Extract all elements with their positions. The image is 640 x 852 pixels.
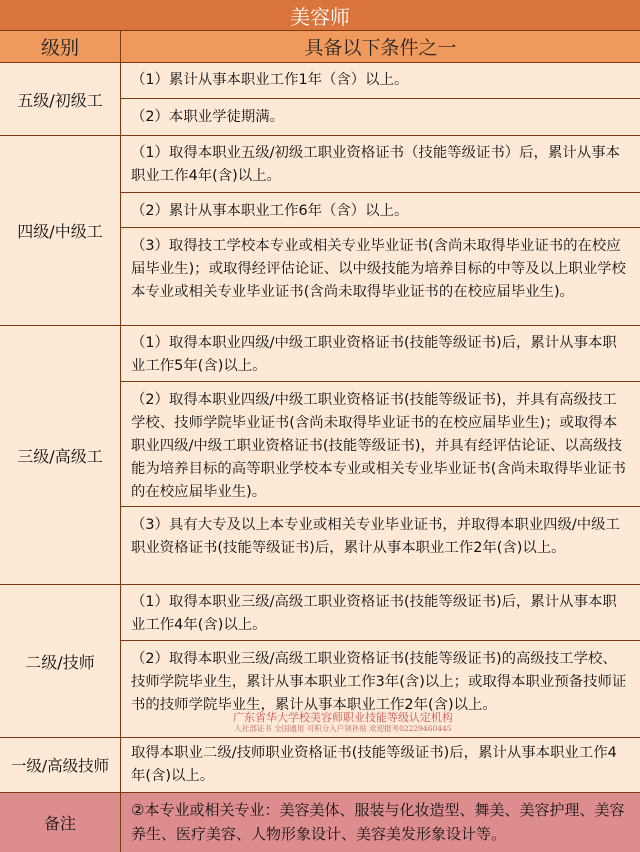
level-name: 四级/中级工 xyxy=(0,136,121,325)
level-group-3 xyxy=(0,326,640,585)
table-title: 美容师 xyxy=(0,0,640,31)
level-group-1 xyxy=(0,738,640,793)
header-level: 级别 xyxy=(0,31,121,62)
condition-item: （3）具有大专及以上本专业或相关专业毕业证书，并取得本职业四级/中级工职业资格证书(技能等级证书)后，累计从事本职业工作2年(含)以上。 xyxy=(131,517,620,556)
condition-item: （1）取得本职业五级/初级工职业资格证书（技能等级证书）后，累计从事本职业工作4年(含)以上。 xyxy=(121,136,640,193)
remark-label: 备注 xyxy=(0,793,121,852)
level-group-2 xyxy=(0,585,640,738)
condition-item: （2）取得本职业三级/高级工职业资格证书(技能等级证书)的高级技工学校、技师学院毕业生，累计从事本职业工作3年(含)以上；或取得本职业预备技师证书的技师学院毕业生，累计从事本职业工作2年(含)以上。 xyxy=(131,651,627,713)
remark-row xyxy=(0,793,640,852)
level-group-5 xyxy=(0,63,640,136)
condition-item: 取得本职业二级/技师职业资格证书(技能等级证书)后，累计从事本职业工作4年(含)以上。 xyxy=(131,745,617,784)
condition-item: （2）取得本职业四级/中级工职业资格证书(技能等级证书)，并具有高级技工学校、技师学院毕业证书(含尚未取得毕业证书的在校应届毕业生)；或取得本职业四级/中级工职业资格证书(技能等级证书)，并具有经评估论证、以高级技能为培养目标的高等职业学校本专业或相关专业毕业证书(含尚未取得毕业证书的在校应届毕业生)。 xyxy=(121,383,640,507)
condition-item: （2）本职业学徒期满。 xyxy=(131,109,285,125)
condition-item: （1）取得本职业三级/高级工职业资格证书(技能等级证书)后，累计从事本职业工作4年(含)以上。 xyxy=(121,585,640,641)
level-name: 二级/技师 xyxy=(0,585,121,737)
condition-item: （2）累计从事本职业工作6年（含）以上。 xyxy=(121,194,640,228)
header-row xyxy=(0,31,640,63)
condition-item: （1）取得本职业四级/中级工职业资格证书(技能等级证书)后，累计从事本职业工作5年(含)以上。 xyxy=(121,326,640,382)
watermark-title: 广东省华大学校美容师职业技能等级认定机构 xyxy=(233,711,453,724)
level-name: 一级/高级技师 xyxy=(0,738,121,792)
level-group-4 xyxy=(0,136,640,326)
level-name: 五级/初级工 xyxy=(0,63,121,135)
remark-text: ②本专业或相关专业：美容美体、服装与化妆造型、舞美、美容护理、美容养生、医疗美容、人物形象设计、美容美发形象设计等。 xyxy=(131,801,625,843)
header-conditions: 具备以下条件之一 xyxy=(304,37,457,59)
watermark-subtitle: 人社部证书 全国通用 可积分入户领补贴 欢迎报考02229460445 xyxy=(234,724,452,733)
level-name: 三级/高级工 xyxy=(0,326,121,584)
condition-item: （3）取得技工学校本专业或相关专业毕业证书(含尚未取得毕业证书的在校应届毕业生)；或取得经评估论证、以中级技能为培养目标的中等及以上职业学校本专业或相关专业毕业证书(含尚未取得毕业证书的在校应届毕业生)。 xyxy=(131,238,626,300)
condition-item: （1）累计从事本职业工作1年（含）以上。 xyxy=(121,63,640,99)
